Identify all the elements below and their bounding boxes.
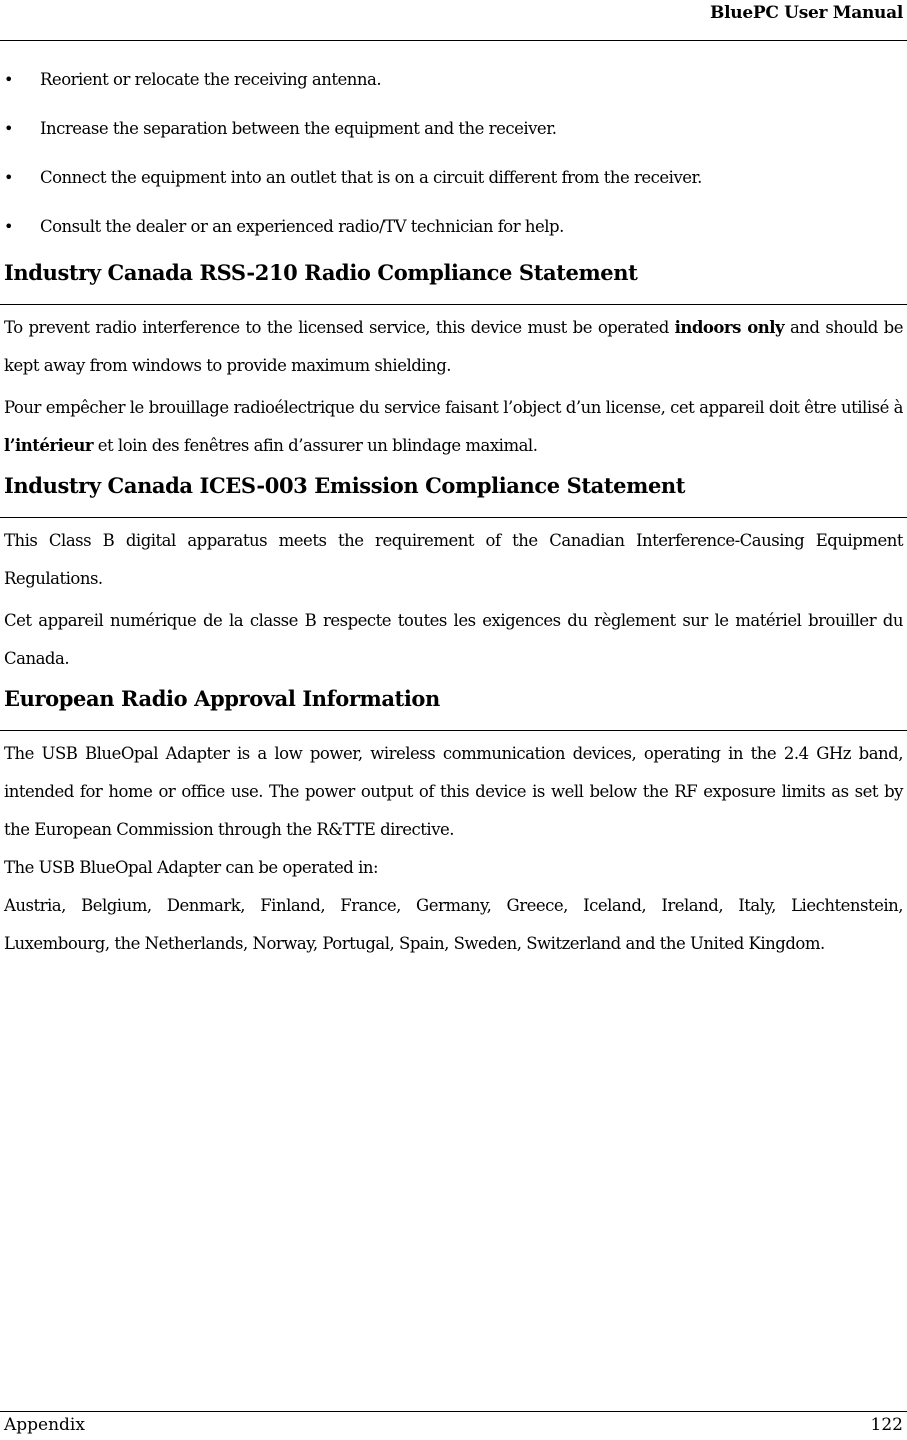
- text-run: Pour empêcher le brouillage radioélectrique du service faisant l’object d’un license, cet appareil doit être utilisé à: [4, 398, 903, 417]
- section-heading-european: European Radio Approval Information: [0, 680, 907, 731]
- european-paragraph-countries: Austria, Belgium, Denmark, Finland, France, Germany, Greece, Iceland, Ireland, Italy, Liechtenstein, Luxembourg, the Netherlands, Norway, Portugal, Spain, Sweden, Switzerland and the United Kingdom.: [4, 896, 903, 953]
- list-item-text: Increase the separation between the equipment and the receiver.: [40, 119, 557, 138]
- bullet-list: [4, 58, 903, 254]
- page-header: [0, 0, 907, 41]
- list-item: [4, 58, 903, 107]
- list-item: [4, 107, 903, 156]
- rss210-paragraph-french: [4, 389, 903, 465]
- bullet-icon: •: [4, 70, 13, 89]
- european-paragraph-operated-in: The USB BlueOpal Adapter can be operated in:: [4, 858, 379, 877]
- ices003-paragraph-english: This Class B digital apparatus meets the requirement of the Canadian Interference-Causing Equipment Regulations.: [4, 531, 903, 588]
- bullet-icon: •: [4, 168, 13, 187]
- text-run: and should be kept away from windows to provide maximum shielding.: [4, 318, 903, 375]
- rss210-paragraph-english: [4, 309, 903, 385]
- emphasis-indoors-only: indoors only: [674, 318, 785, 337]
- list-item-text: Consult the dealer or an experienced radio/TV technician for help.: [40, 217, 564, 236]
- text-run: et loin des fenêtres afin d’assurer un blindage maximal.: [93, 436, 538, 455]
- section-heading-ices003: Industry Canada ICES-003 Emission Compliance Statement: [0, 467, 907, 518]
- bullet-icon: •: [4, 217, 13, 236]
- page-footer: [0, 1411, 907, 1440]
- emphasis-interieur: l’intérieur: [4, 436, 94, 455]
- list-item-text: Connect the equipment into an outlet that is on a circuit different from the receiver.: [40, 168, 702, 187]
- text-run: To prevent radio interference to the licensed service, this device must be operated: [4, 318, 675, 337]
- section-heading-rss210: Industry Canada RSS-210 Radio Compliance Statement: [0, 254, 907, 305]
- list-item: [4, 156, 903, 205]
- page-number: 122: [870, 1415, 903, 1435]
- page-content: [4, 58, 903, 963]
- list-item-text: Reorient or relocate the receiving antenna.: [40, 70, 382, 89]
- list-item: [4, 205, 903, 254]
- document-title: BluePC User Manual: [710, 3, 903, 23]
- european-paragraph-overview: The USB BlueOpal Adapter is a low power, wireless communication devices, operating in the 2.4 GHz band, intended for home or office use. The power output of this device is well below the RF exposure limits as set by the European Commission through the R&TTE directive.: [4, 744, 903, 839]
- bullet-icon: •: [4, 119, 13, 138]
- footer-section-label: Appendix: [4, 1415, 85, 1435]
- ices003-paragraph-french: Cet appareil numérique de la classe B respecte toutes les exigences du règlement sur le matériel brouiller du Canada.: [4, 611, 903, 668]
